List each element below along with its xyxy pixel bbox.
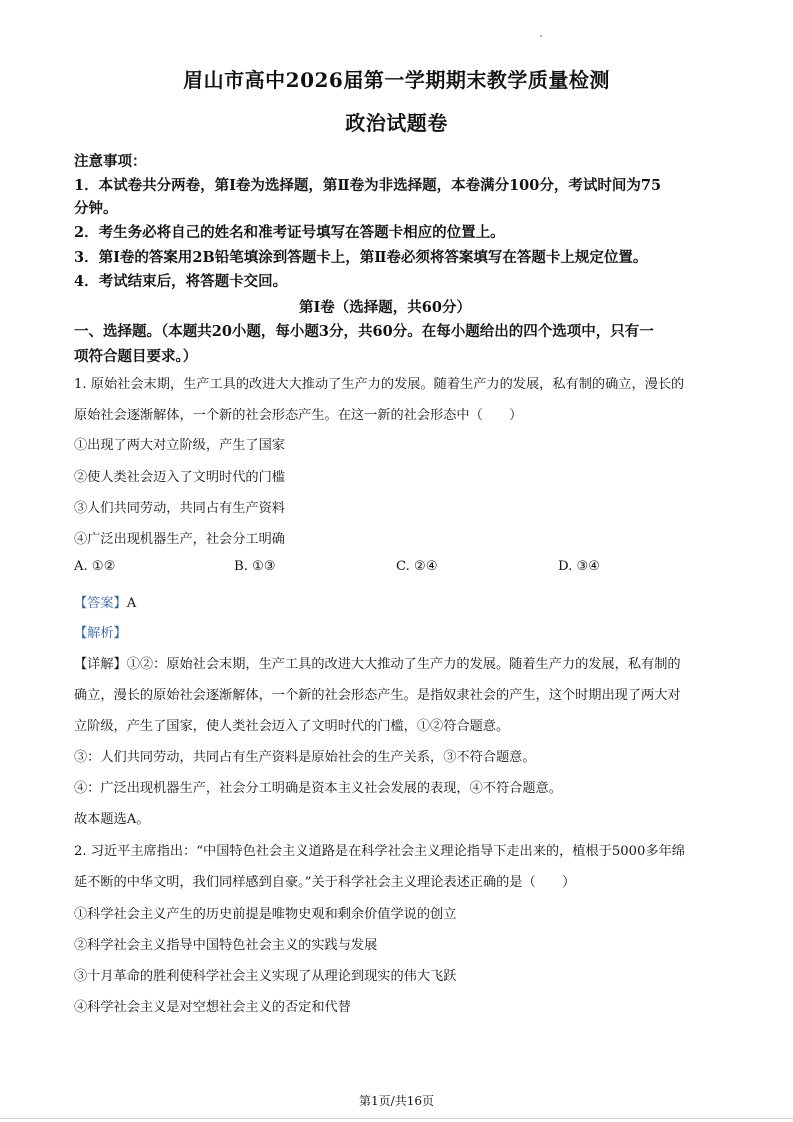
notes-item-1: 1．本试卷共分两卷，第Ⅰ卷为选择题，第Ⅱ卷为非选择题，本卷满分100分，考试时间为75	[74, 177, 662, 194]
q2-statement-1: ①科学社会主义产生的历史前提是唯物史观和剩余价值学说的创立	[74, 907, 457, 922]
notes-item-1-cont: 分钟。	[74, 200, 118, 217]
notes-heading: 注意事项：	[74, 153, 147, 170]
q1-option-d: D. ③④	[558, 559, 601, 574]
analysis-tag: 【解析】	[74, 626, 127, 641]
q1-statement-2: ②使人类社会迈入了文明时代的门槛	[74, 470, 285, 485]
section-title: 第Ⅰ卷（选择题，共60分）	[299, 299, 471, 316]
page-number: 第1页/共16页	[359, 1094, 434, 1108]
notes-item-2: 2．考生务必将自己的姓名和准考证号填写在答题卡相应的位置上。	[74, 224, 505, 241]
q2-statement-4: ④科学社会主义是对空想社会主义的否定和代替	[74, 1000, 351, 1015]
q2-stem-line2: 延不断的中华文明，我们同样感到自豪。”关于科学社会主义理论表述正确的是（ ）	[74, 875, 576, 890]
q1-conclusion: 故本题选A。	[74, 812, 150, 827]
q1-option-c: C. ②④	[396, 559, 438, 574]
exam-subtitle: 政治试题卷	[345, 111, 448, 135]
section-instruction-line1: 一、选择题。（本题共20小题，每小题3分，共60分。在每小题给出的四个选项中，只有一	[74, 323, 654, 340]
q1-option-b: B. ①③	[234, 559, 276, 574]
exam-title: 眉山市高中2026届第一学期期末教学质量检测	[183, 68, 610, 92]
notes-item-3: 3．第Ⅰ卷的答案用2B铅笔填涂到答题卡上，第Ⅱ卷必须将答案填写在答题卡上规定位置。	[74, 249, 648, 266]
q1-option-a: A. ①②	[74, 559, 116, 574]
answer-value: A	[126, 596, 137, 611]
q1-statement-4: ④广泛出现机器生产，社会分工明确	[74, 532, 285, 547]
q1-stem-line1: 1. 原始社会末期，生产工具的改进大大推动了生产力的发展。随着生产力的发展，私有制的确立，漫长的	[74, 377, 685, 392]
q1-detail-line5: ④：广泛出现机器生产，社会分工明确是资本主义社会发展的表现，④不符合题意。	[74, 781, 562, 796]
q1-detail-line4: ③：人们共同劳动，共同占有生产资料是原始社会的生产关系，③不符合题意。	[74, 750, 536, 765]
q1-detail-line1: 【详解】①②：原始社会末期，生产工具的改进大大推动了生产力的发展。随着生产力的发展，私有制的	[74, 657, 681, 672]
q1-detail-line3: 立阶级，产生了国家，使人类社会迈入了文明时代的门槛，①②符合题意。	[74, 719, 510, 734]
scan-dot	[540, 35, 542, 37]
notes-item-4: 4．考试结束后，将答题卡交回。	[74, 273, 288, 290]
section-instruction-line2: 项符合题目要求。）	[74, 348, 198, 365]
answer-tag: 【答案】	[74, 596, 127, 611]
bottom-divider	[0, 1118, 793, 1119]
q1-answer	[74, 592, 136, 611]
q1-stem-line2: 原始社会逐渐解体，一个新的社会形态产生。在这一新的社会形态中（ ）	[74, 408, 523, 423]
q2-statement-2: ②科学社会主义指导中国特色社会主义的实践与发展	[74, 938, 378, 953]
q2-statement-3: ③十月革命的胜利使科学社会主义实现了从理论到现实的伟大飞跃	[74, 969, 457, 984]
q2-stem-line1: 2. 习近平主席指出：“中国特色社会主义道路是在科学社会主义理论指导下走出来的，植根于5000多年绵	[74, 844, 685, 859]
q1-statement-3: ③人们共同劳动，共同占有生产资料	[74, 501, 285, 516]
q1-statement-1: ①出现了两大对立阶级，产生了国家	[74, 438, 285, 453]
q1-detail-line2: 确立，漫长的原始社会逐渐解体，一个新的社会形态产生。是指奴隶社会的产生，这个时期出现了两大对	[74, 688, 681, 703]
